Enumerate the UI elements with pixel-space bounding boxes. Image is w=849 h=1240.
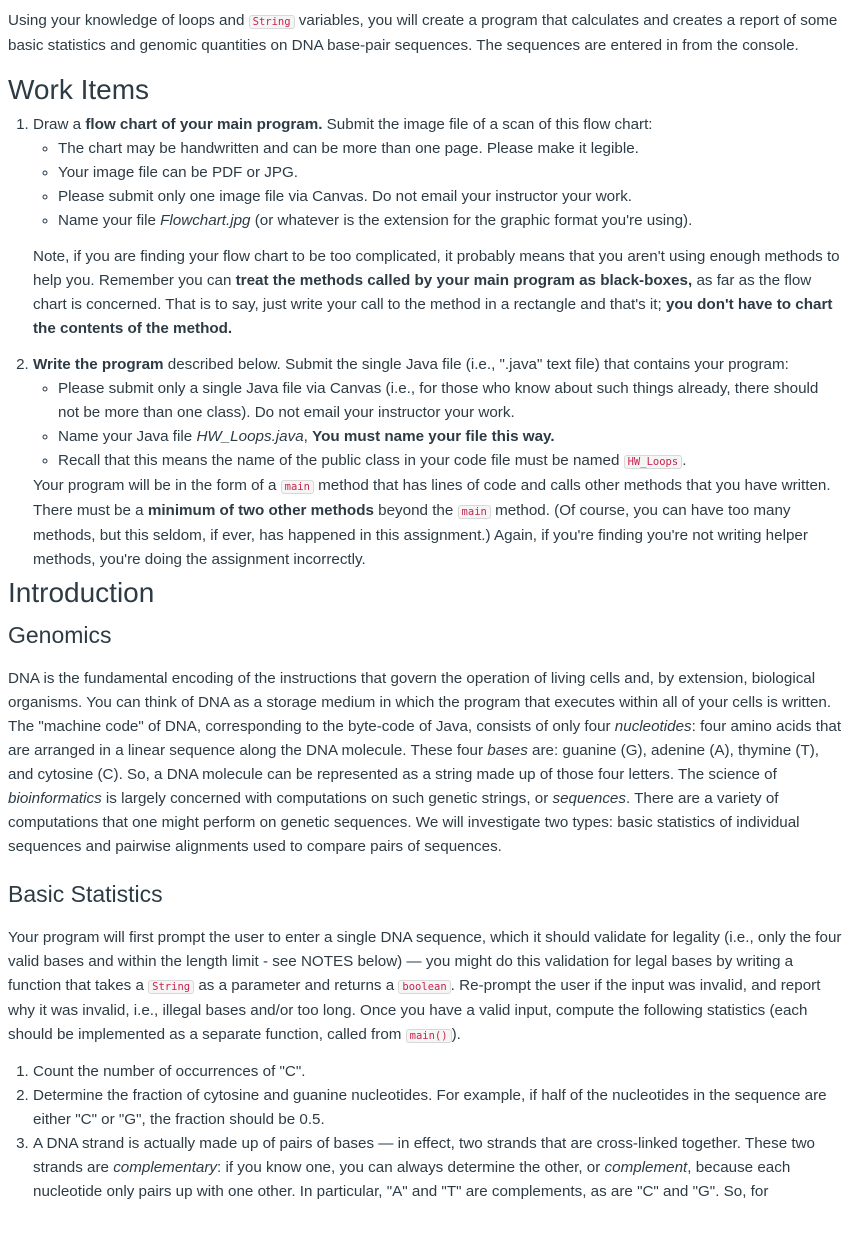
inline-code: main [458,505,491,519]
basic-statistics-heading: Basic Statistics [8,881,163,907]
filename-text: Flowchart.jpg [160,212,251,229]
list-item: ◦ Recall that this means the name of the public class in your code file must be named HW_Loops . [58,449,843,474]
program-paragraph: Your program will be in the form of a main method that has lines of code and calls other methods that you have written. There must be a minimum of two other methods beyond the main method. (Of course, you can have too many methods, but this seldom, if ever, has happened in this assignment.) Again, if you're finding you're not writing helper methods, you're doing the assignment incorrectly. [33,477,831,568]
work-item-flowchart: 1. Draw a flow chart of your main program. Submit the image file of a scan of this flow chart: ◦ The chart may be handwritten and can be more than one page. Please make it legible. ◦ Your image file can be PDF or JPG. ◦ Please submit only one image file via Canvas. Do not email your instructor your work. ◦ Name your file Flowchart.jpg (or whatever is the extension for the graphic format you're using). Note, if you are finding your flow chart to be too complicated, it probably means that you aren't using enough methods to help you. Remember you can treat the methods called by your main program as black-boxes, as far as the flow chart is concerned. That is to say, just write your call to the method in a rectangle and that's it; you don't have to chart the contents of the method. [33,113,843,353]
inline-code: main [281,480,314,494]
list-item: 3. A DNA strand is actually made up of pairs of bases — in effect, two strands that are cross-linked together. These two strands are complementary: if you know one, you can always determine the other, or complement, because each nucleotide only pairs up with one other. In particular, "A" and "T" are complements, as are "C" and "G". So, for [33,1132,843,1204]
list-item: ◦ Name your file Flowchart.jpg (or whatever is the extension for the graphic format you're using). [58,209,843,233]
introduction-heading: Introduction [8,577,155,608]
assignment-page [0,9,849,1204]
work-items-list [8,113,843,572]
inline-code: HW_Loops [624,455,683,469]
basic-statistics-paragraph: Your program will first prompt the user to enter a single DNA sequence, which it should validate for legality (i.e., only the four valid bases and within the length limit - see NOTES below) — you might do this validation for legal bases by writing a function that takes a String as a parameter and returns a boolean . Re-prompt the user if the input was invalid, and report why it was invalid, i.e., illegal bases and/or too long. Once you have a valid input, compute the following statistics (each should be implemented as a separate function, called from main() ). [8,929,842,1043]
inline-code: String [148,980,194,994]
genomics-heading: Genomics [8,622,112,648]
genomics-paragraph: DNA is the fundamental encoding of the instructions that govern the operation of living cells and, by extension, biological organisms. You can think of DNA as a storage medium in which the program that executes within all of your cells is written. The "machine code" of DNA, corresponding to the byte-code of Java, consists of only four nucleotides: four amino acids that are arranged in a linear sequence along the DNA molecule. These four bases are: guanine (G), adenine (A), thymine (T), and cytosine (C). So, a DNA molecule can be represented as a string made up of those four letters. The science of bioinformatics is largely concerned with computations on such genetic strings, or sequences. There are a variety of computations that one might perform on genetic sequences. We will investigate two types: basic statistics of individual sequences and pairwise alignments used to compare pairs of sequences. [8,670,842,855]
bold-text: Write the program [33,356,164,373]
inline-code: boolean [398,980,450,994]
flowchart-note: Note, if you are finding your flow chart to be too complicated, it probably means that you aren't using enough methods to help you. Remember you can treat the methods called by your main program as black-boxes, as far as the flow chart is concerned. That is to say, just write your call to the method in a rectangle and that's it; you don't have to chart the contents of the method. [33,248,840,337]
intro-paragraph [8,9,843,58]
inline-code: String [249,15,295,29]
list-item: ◦ Your image file can be PDF or JPG. [58,161,843,185]
filename-text: HW_Loops.java [196,428,304,445]
list-item: ◦ Please submit only a single Java file via Canvas (i.e., for those who know about such things already, there should not be more than one class). Do not email your instructor your work. [58,377,843,425]
bold-text: treat the methods called by your main program as black-boxes, [235,272,693,289]
flowchart-bullets [33,137,843,233]
bold-text: You must name your file this way. [312,428,555,445]
statistics-list [8,1060,843,1204]
intro-text: Using your knowledge of loops and [8,12,249,29]
intro-text: variables, you will create a program that calculates and creates a report of some basic statistics and genomic quantities on DNA base-pair sequences. The sequences are entered in from the console. [8,12,838,54]
work-item-program: 2. Write the program described below. Submit the single Java file (i.e., ".java" text file) that contains your program: ◦ Please submit only a single Java file via Canvas (i.e., for those who know about such things already, there should not be more than one class). Do not email your instructor your work. ◦ Name your Java file HW_Loops.java, You must name your file this way. ◦ Recall that this means the name of the public class in your code file must be named HW_Loops . Your program will be in the form of a main method that has lines of code and calls other methods that you have written. There must be a minimum of two other methods beyond the main method. (Of course, you can have too many methods, but this seldom, if ever, has happened in this assignment.) Again, if you're finding you're not writing helper methods, you're doing the assignment incorrectly. [33,353,843,572]
inline-code: main() [406,1029,452,1043]
bold-text: flow chart of your main program. [85,116,323,133]
work-items-heading: Work Items [8,74,150,105]
bold-text: minimum of two other methods [147,502,374,519]
list-item: ◦ Name your Java file HW_Loops.java, You must name your file this way. [58,425,843,449]
program-bullets [33,377,843,474]
list-item: ◦ Please submit only one image file via Canvas. Do not email your instructor your work. [58,185,843,209]
list-item: ◦ The chart may be handwritten and can be more than one page. Please make it legible. [58,137,843,161]
list-item: 2. Determine the fraction of cytosine and guanine nucleotides. For example, if half of the nucleotides in the sequence are either "C" or "G", the fraction should be 0.5. [33,1084,843,1132]
bold-text: you don't have to chart the contents of the method. [33,296,833,337]
list-item: 1. Count the number of occurrences of "C". [33,1060,843,1084]
